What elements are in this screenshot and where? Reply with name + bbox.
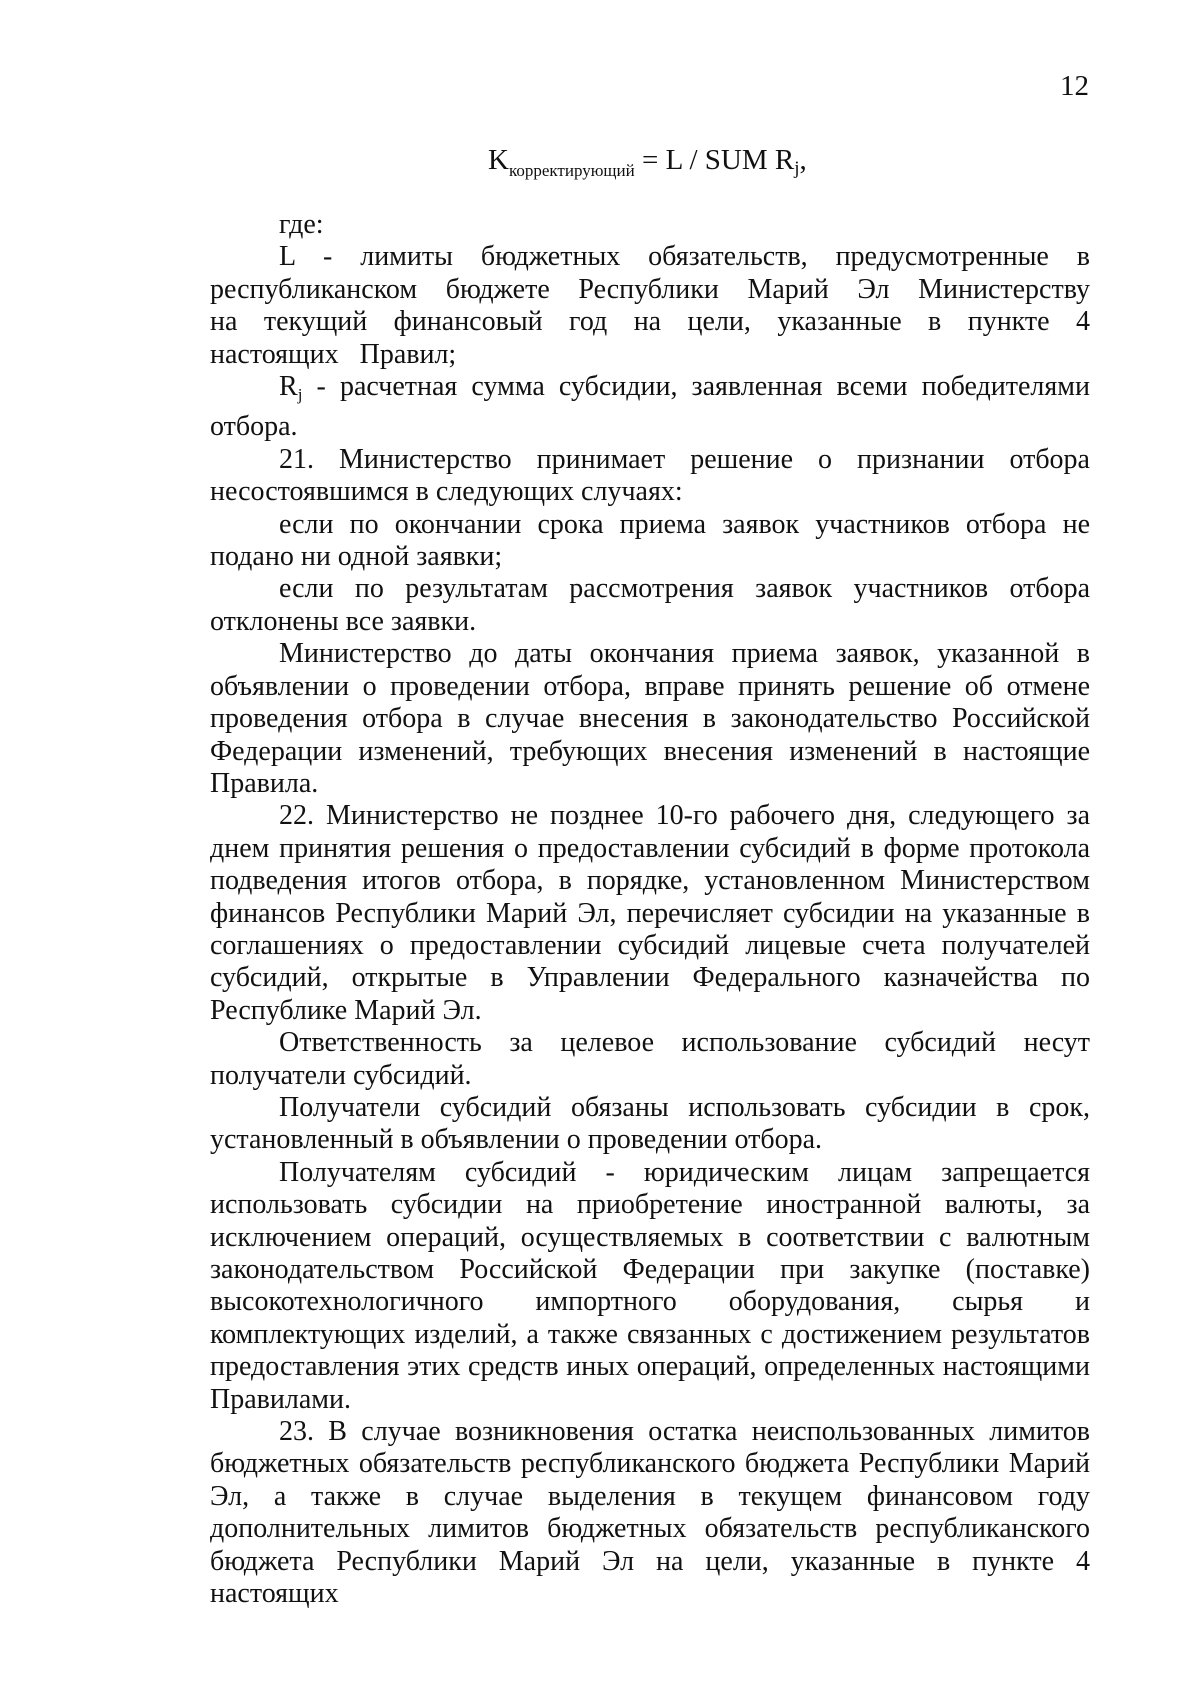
correction-coefficient-formula xyxy=(488,144,807,181)
definition-rj-symbol: R xyxy=(279,371,298,403)
formula-tail: , xyxy=(799,144,807,176)
paragraph-22-deadline: Получатели субсидий обязаны использовать субсидии в срок, установленный в объявлении о проведении отбора. xyxy=(210,1091,1090,1156)
formula-k-subscript: корректирующий xyxy=(508,161,635,180)
paragraph-23: 23. В случае возникновения остатка неиспользованных лимитов бюджетных обязательств республиканского бюджета Республики Марий Эл, а также в случае выделения в текущем финансовом году дополнительных лимитов бюджетных обязательств республиканского бюджета Республики Марий Эл на цели, указанные в пункте 4 настоящих xyxy=(210,1416,1090,1610)
paragraph-21-case-1: если по окончании срока приема заявок участников отбора не подано ни одной заявки; xyxy=(210,508,1090,573)
paragraph-22: 22. Министерство не позднее 10-го рабочего дня, следующего за днем принятия решения о предоставлении субсидий в форме протокола подведения итогов отбора, в порядке, установленном Министерством финансов Республики Марий Эл, перечисляет субсидии на указанные в соглашениях о предоставлении субсидий лицевые счета получателей субсидий, открытые в Управлении Федерального казначейства по Республике Марий Эл. xyxy=(210,800,1090,1026)
formula-rhs: = L / SUM R xyxy=(641,144,795,176)
definition-l: L - лимиты бюджетных обязательств, предусмотренные в республиканском бюджете Республики Марий Эл Министерству на текущий финансовый год на цели, указанные в пункте 4 настоящих Правил; xyxy=(210,241,1090,370)
where-label: где: xyxy=(279,209,324,240)
paragraph-22-responsibility: Ответственность за целевое использование субсидий несут получатели субсидий. xyxy=(210,1027,1090,1091)
document-body xyxy=(210,209,1090,1610)
paragraph-21-case-2: если по результатам рассмотрения заявок участников отбора отклонены все заявки. xyxy=(210,573,1090,637)
paragraph-21-cancellation: Министерство до даты окончания приема заявок, указанной в объявлении о проведении отбора, вправе принять решение об отмене проведения отбора в случае внесения в законодательство Российской Федерации изменений, требующих внесения изменений в настоящие Правила. xyxy=(210,638,1090,799)
formula-k: K xyxy=(488,144,509,176)
paragraph-22-currency-restriction: Получателям субсидий - юридическим лицам запрещается использовать субсидии на приобретение иностранной валюты, за исключением операций, осуществляемых в соответствии с валютным законодательством Российской Федерации при закупке (поставке) высокотехнологичного импортного оборудования, сырья и комплектующих изделий, а также связанных с достижением результатов предоставления этих средств иных операций, определенных настоящими Правилами. xyxy=(210,1156,1090,1415)
paragraph-21: 21. Министерство принимает решение о признании отбора несостоявшимся в следующих случаях: xyxy=(210,443,1090,508)
definition-rj-text: - расчетная сумма субсидии, заявленная всеми победителями отбора. xyxy=(210,371,1090,443)
definition-rj xyxy=(210,371,1090,444)
formula-r-subscript: j xyxy=(794,158,800,179)
definition-rj-subscript: j xyxy=(297,385,303,405)
page-number: 12 xyxy=(1060,70,1089,102)
